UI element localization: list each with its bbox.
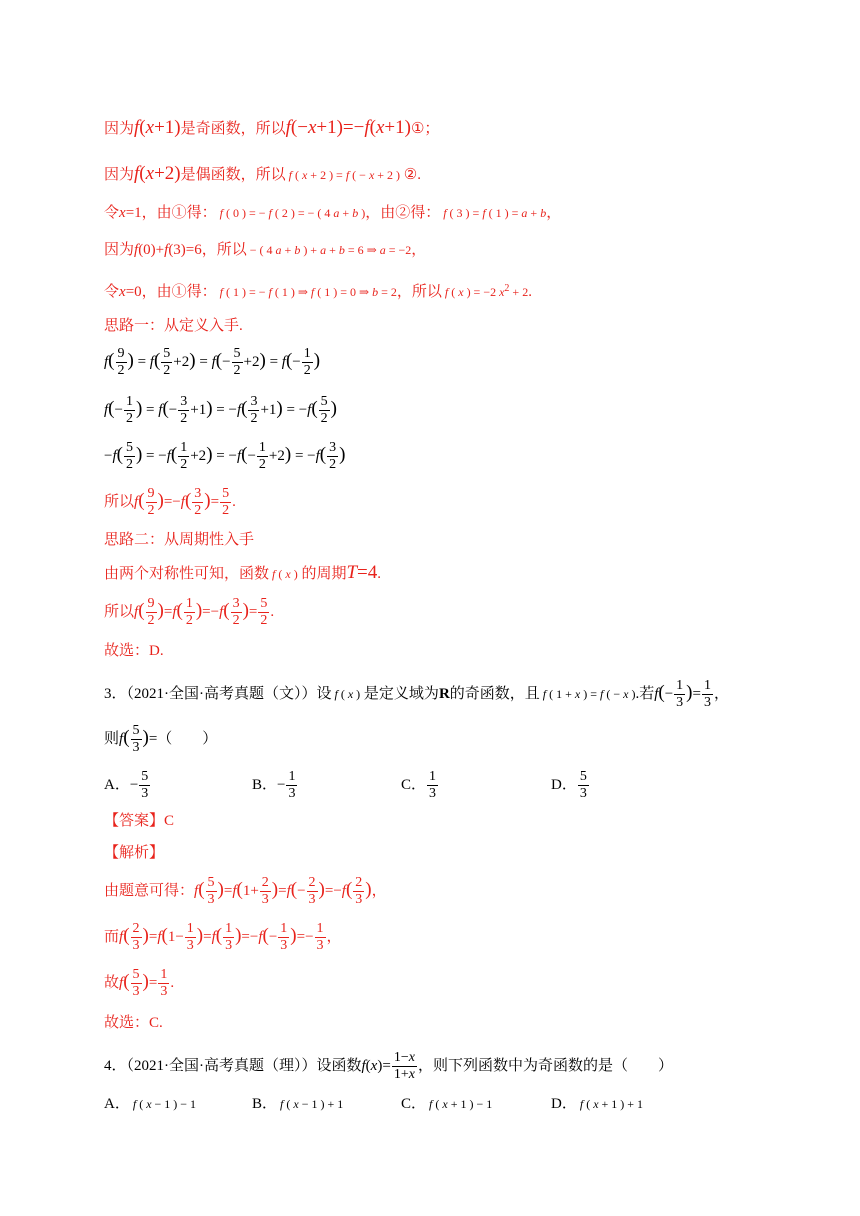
line-sum-condition: 因为f(0)+f(3)=6，所以 − ( 4 a + b ) + a + b = 6 ⇒ a = −2， xyxy=(104,242,427,258)
line-approach-1: 思路一：从定义入手. xyxy=(104,318,243,334)
q3-stem-2: 则f( $\frac{5}{3}$ )=（ ） xyxy=(104,723,218,755)
q3-solution-1: 由题意可得：f( $\frac{5}{3}$ )=f(1+ $\frac{2}{3}$ )=f(− $\frac{2}{3}$ )=−f( $\frac{2}{3}$ )， xyxy=(104,875,387,907)
q4-option-a: A． f ( x − 1 ) − 1 xyxy=(104,1096,197,1112)
line-even-function: 因为f(x+2)是偶函数，所以 f ( x + 2 ) = f ( − x + 2 ) ②. xyxy=(104,163,421,184)
q3-analysis-label: 【解析】 xyxy=(104,845,165,861)
q3-stem: 3．（2021·全国·高考真题（文））设 f ( x ) 是定义域为R的奇函数，且 f ( 1 + x ) = f ( − x ).若f(− $\frac{1}{3}$ )= $\frac{1}{3}$ ， xyxy=(104,678,729,710)
q3-answer: 【答案】C xyxy=(104,813,175,829)
q4-option-d: D． f ( x + 1 ) + 1 xyxy=(551,1096,644,1112)
q3-solution-2: 而f( $\frac{2}{3}$ )=f(1− $\frac{1}{3}$ )=f( $\frac{1}{3}$ )=−f(− $\frac{1}{3}$ )=− $\frac{1}{3}$ ， xyxy=(104,921,342,953)
line-eq-3: −f( $\frac{5}{2}$ ) = −f( $\frac{1}{2}$ +2) = −f(− $\frac{1}{2}$ +2) = −f( $\frac{3}{2}$ ) xyxy=(104,440,346,472)
line-conclusion-2: 所以f( $\frac{9}{2}$ )=f( $\frac{1}{2}$ )=−f( $\frac{3}{2}$ )= $\frac{5}{2}$ . xyxy=(104,596,275,628)
line-eq-1: f( $\frac{9}{2}$ ) = f( $\frac{5}{2}$ +2) = f(− $\frac{5}{2}$ +2) = f(− $\frac{1}{2}$ ) xyxy=(104,346,321,378)
line-eq-2: f(− $\frac{1}{2}$ ) = f(− $\frac{3}{2}$ +1) = −f( $\frac{3}{2}$ +1) = −f( $\frac{5}{2}$ ) xyxy=(104,394,337,426)
line-let-x-0: 令x=0，由①得： f ( 1 ) = − f ( 1 ) ⇒ f ( 1 ) = 0 ⇒ b = 2，所以 f ( x ) = −2 $x^2 + 2$. xyxy=(104,283,532,300)
q3-option-c: C． $\frac{1}{3}$ xyxy=(401,769,437,801)
q4-option-b: B． f ( x − 1 ) + 1 xyxy=(252,1096,344,1112)
q4-option-c: C． f ( x + 1 ) − 1 xyxy=(401,1096,493,1112)
q4-stem: 4．（2021·全国·高考真题（理））设函数f(x)= $\frac{1-x}{1+x}$ ，则下列函数中为奇函数的是（ ） xyxy=(104,1050,673,1082)
q3-option-d: D． $\frac{5}{3}$ xyxy=(551,769,587,801)
q3-option-a: A．− $\frac{5}{3}$ xyxy=(104,769,149,801)
line-let-x-1: 令x=1，由①得： f ( 0 ) = − f ( 2 ) = − ( 4 a + b )，由②得： f ( 3 ) = f ( 1 ) = a + b， xyxy=(104,205,562,221)
q3-solution-3: 故f( $\frac{5}{3}$ )= $\frac{1}{3}$ . xyxy=(104,967,175,999)
q3-choice: 故选：C. xyxy=(104,1015,163,1031)
line-period: 由两个对称性可知，函数 f ( x ) 的周期T=4. xyxy=(104,562,381,583)
line-approach-2: 思路二：从周期性入手 xyxy=(104,532,255,548)
line-choice-d: 故选：D. xyxy=(104,643,164,659)
q3-option-b: B．− $\frac{1}{3}$ xyxy=(252,769,296,801)
line-odd-function: 因为f(x+1)是奇函数，所以f(−x+1)=−f(x+1)①； xyxy=(104,117,440,138)
line-conclusion-1: 所以f( $\frac{9}{2}$ )=−f( $\frac{3}{2}$ )= $\frac{5}{2}$ . xyxy=(104,486,236,518)
